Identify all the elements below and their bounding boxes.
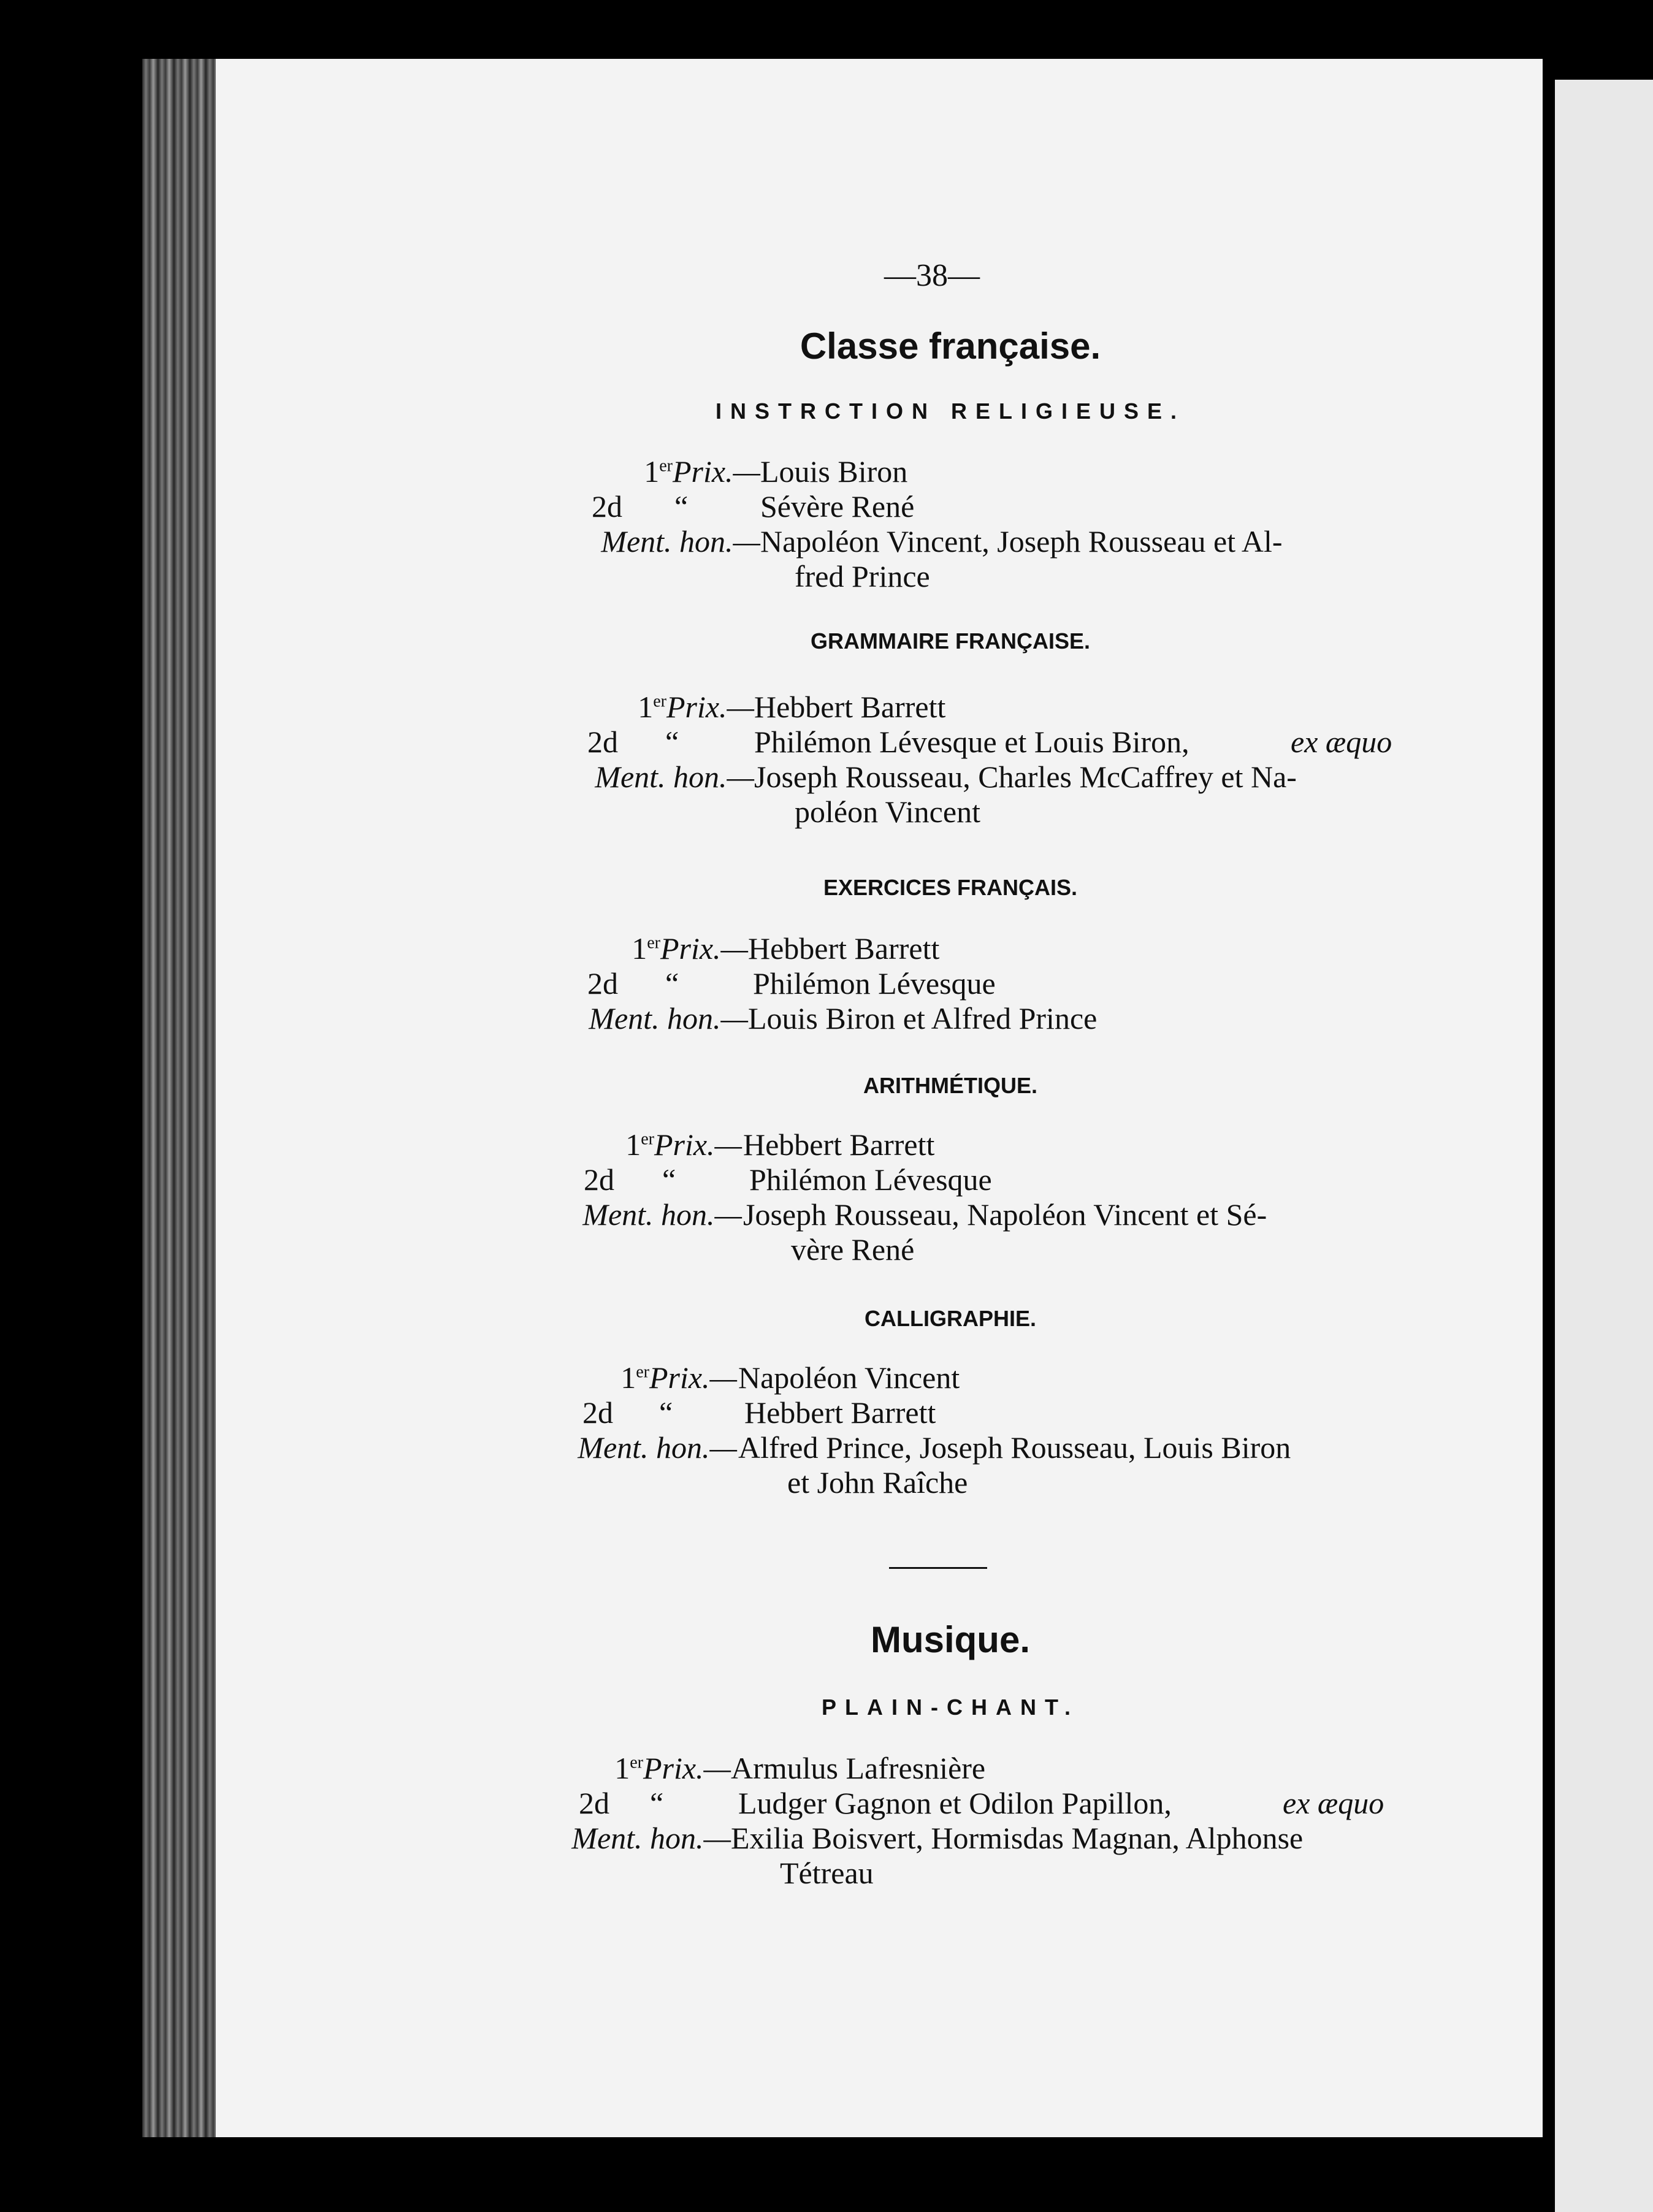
- heading-plain-chant: PLAIN-CHANT.: [822, 1695, 1079, 1720]
- first-prize-winner: Hebbert Barrett: [754, 690, 946, 724]
- prize-word: Prix.—: [672, 454, 760, 489]
- ordinal: 1: [620, 1360, 636, 1395]
- ordinal-suffix: er: [636, 1362, 649, 1382]
- ex-aequo-note: [1283, 1785, 1384, 1821]
- second-prize-winner: Philémon Lévesque et Louis Biron,: [754, 725, 1189, 759]
- first-prize-label: [417, 931, 748, 966]
- honorable-mention-line2: poléon Vincent: [795, 795, 980, 829]
- honorable-mention-label: Ment. hon.—: [582, 1197, 742, 1232]
- first-prize-label: [406, 1360, 737, 1395]
- ordinal-suffix: er: [630, 1753, 643, 1772]
- ordinal: 1: [632, 931, 647, 966]
- ordinal: 1: [638, 690, 654, 724]
- ditto-mark: “: [650, 1786, 664, 1820]
- first-prize-winner: Louis Biron: [760, 454, 908, 489]
- ex-aequo-text: ex æquo: [1291, 725, 1392, 759]
- first-prize-label: [429, 454, 760, 489]
- honorable-mention-line1: Joseph Rousseau, Charles McCaffrey et Na-: [754, 760, 1297, 794]
- honorable-mention-label: Ment. hon.—: [595, 760, 754, 794]
- second-prize-ordinal: 2d: [592, 489, 622, 524]
- heading-exercices-francais: EXERCICES FRANÇAIS.: [823, 875, 1078, 900]
- ditto-mark: “: [665, 966, 679, 1001]
- prize-word: Prix.—: [643, 1751, 731, 1785]
- honorable-mention-label: Ment. hon.—: [571, 1821, 731, 1855]
- ex-aequo-text: ex æquo: [1283, 1786, 1384, 1820]
- second-prize-winner: Ludger Gagnon et Odilon Papillon,: [738, 1786, 1172, 1820]
- second-prize-ordinal: 2d: [582, 1395, 613, 1430]
- ordinal-suffix: er: [647, 933, 660, 953]
- first-prize-winner: Napoléon Vincent: [738, 1360, 960, 1395]
- honorable-mention-label: Ment. hon.—: [589, 1001, 748, 1035]
- heading-arithmetique: ARITHMÉTIQUE.: [863, 1073, 1037, 1098]
- honorable-mention-label: Ment. hon.—: [578, 1430, 737, 1465]
- second-prize-winner: Philémon Lévesque: [753, 966, 996, 1001]
- ordinal: 1: [614, 1751, 630, 1785]
- heading-instruction-religieuse: INSTRCTION RELIGIEUSE.: [715, 399, 1186, 424]
- ex-aequo-note: [1291, 724, 1392, 760]
- honorable-mention-line1: Alfred Prince, Joseph Rousseau, Louis Biron: [738, 1430, 1291, 1465]
- honorable-mention-line1: Exilia Boisvert, Hormisdas Magnan, Alphonse: [731, 1821, 1304, 1855]
- honorable-mention-line1: Joseph Rousseau, Napoléon Vincent et Sé-: [743, 1197, 1267, 1232]
- heading-grammaire-francaise: GRAMMAIRE FRANÇAISE.: [811, 628, 1090, 654]
- ordinal-suffix: er: [659, 456, 673, 476]
- ditto-mark: “: [674, 489, 689, 524]
- prize-word: Prix.—: [666, 690, 754, 724]
- honorable-mention-label: Ment. hon.—: [601, 524, 760, 559]
- page-number: —38—: [884, 258, 980, 293]
- second-prize-winner: Sévère René: [760, 489, 915, 524]
- honorable-mention-line2: et John Raîche: [787, 1465, 968, 1500]
- section-title-classe-francaise: Classe française.: [800, 326, 1101, 367]
- honorable-mention-line1: Louis Biron et Alfred Prince: [748, 1001, 1098, 1035]
- first-prize-winner: Hebbert Barrett: [748, 931, 940, 966]
- first-prize-label: [423, 689, 754, 725]
- honorable-mention-line2: Tétreau: [780, 1856, 874, 1890]
- first-prize-label: [411, 1127, 742, 1162]
- second-prize-ordinal: 2d: [579, 1786, 609, 1820]
- second-prize-ordinal: 2d: [587, 725, 618, 759]
- first-prize-winner: Armulus Lafresnière: [731, 1751, 986, 1785]
- ordinal: 1: [644, 454, 660, 489]
- honorable-mention-line2: fred Prince: [795, 559, 930, 593]
- ditto-mark: “: [659, 1395, 673, 1430]
- ditto-mark: “: [665, 725, 679, 759]
- section-title-musique: Musique.: [870, 1619, 1030, 1660]
- second-prize-winner: Philémon Lévesque: [749, 1162, 992, 1197]
- ordinal-suffix: er: [641, 1129, 654, 1149]
- second-prize-ordinal: 2d: [587, 966, 618, 1001]
- first-prize-winner: Hebbert Barrett: [743, 1127, 935, 1162]
- prize-word: Prix.—: [649, 1360, 737, 1395]
- section-divider: [889, 1567, 987, 1569]
- honorable-mention-line2: vère René: [791, 1232, 915, 1267]
- prize-word: Prix.—: [654, 1127, 742, 1162]
- second-prize-winner: Hebbert Barrett: [744, 1395, 936, 1430]
- ordinal: 1: [625, 1127, 641, 1162]
- second-prize-ordinal: 2d: [584, 1162, 614, 1197]
- prize-word: Prix.—: [660, 931, 748, 966]
- ditto-mark: “: [662, 1162, 676, 1197]
- first-prize-label: [400, 1750, 731, 1786]
- ordinal-suffix: er: [653, 692, 666, 711]
- honorable-mention-line1: Napoléon Vincent, Joseph Rousseau et Al-: [760, 524, 1283, 559]
- heading-calligraphie: CALLIGRAPHIE.: [864, 1306, 1036, 1331]
